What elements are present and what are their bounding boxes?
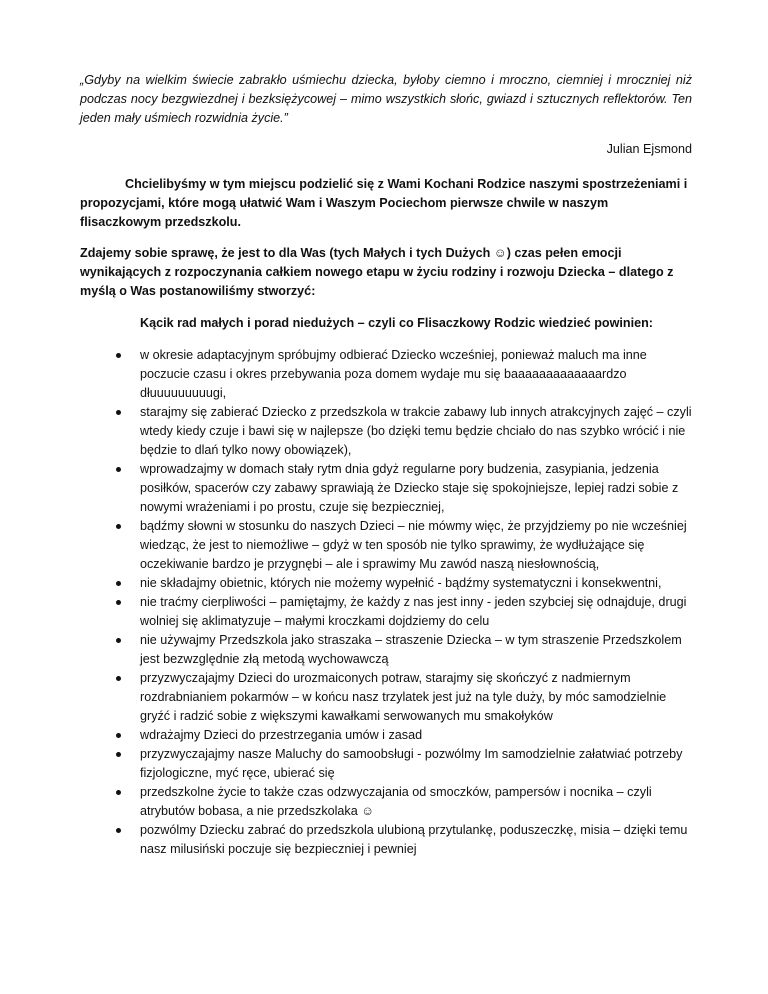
list-item [80, 460, 692, 517]
list-item [80, 821, 692, 859]
document-page [80, 71, 692, 859]
emotions-paragraph: Zdajemy sobie sprawę, że jest to dla Was (tych Małych i tych Dużych ☺) czas pełen emocji wynikających z rozpoczynania całkiem nowego etapu w życiu rodziny i rozwoju Dziecka – dlatego z myślą o Was postanowiliśmy stworzyć: [80, 246, 674, 298]
bullet-icon [116, 828, 121, 833]
bullet-icon [116, 581, 121, 586]
intro-paragraph: Chcielibyśmy w tym miejscu podzielić się z Wami Kochani Rodzice naszymi spostrzeżeniami i propozycjami, które mogą ułatwić Wam i Waszym Pociechom pierwsze chwile w naszym flisaczkowym przedszkolu. [80, 177, 688, 229]
list-item-text: starajmy się zabierać Dziecko z przedszkola w trakcie zabawy lub innych atrakcyjnych zajęć – czyli wtedy kiedy czuje i bawi się w najlepsze (bo dzięki temu będzie chciało do nas szybko wrócić i nie będzie to dlań tylko nowy obowiązek), [140, 405, 692, 457]
bullet-icon [116, 733, 121, 738]
bullet-icon [116, 353, 121, 358]
list-item-text: pozwólmy Dziecku zabrać do przedszkola ulubioną przytulankę, poduszeczkę, misia – dzięki temu nasz milusiński poczuje się bezpieczniej i pewniej [140, 823, 688, 856]
list-item [80, 745, 692, 783]
bullet-icon [116, 410, 121, 415]
list-item-text: przedszkolne życie to także czas odzwyczajania od smoczków, pampersów i nocnika – czyli atrybutów bobasa, a nie przedszkolaka ☺ [140, 785, 652, 818]
list-item [80, 669, 692, 726]
list-item [80, 517, 692, 574]
advice-list [80, 346, 692, 859]
list-item [80, 593, 692, 631]
list-item [80, 726, 692, 745]
list-item-text: nie traćmy cierpliwości – pamiętajmy, że każdy z nas jest inny - jeden szybciej się odnajduje, drugi wolniej się aklimatyzuje – małymi kroczkami dojdziemy do celu [140, 595, 687, 628]
list-item-text: w okresie adaptacyjnym spróbujmy odbierać Dziecko wcześniej, ponieważ maluch ma inne poczucie czasu i okres przebywania poza domem wydaje mu się baaaaaaaaaaaaardzo dłuuuuuuuuugi, [140, 348, 647, 400]
bullet-icon [116, 467, 121, 472]
bullet-icon [116, 752, 121, 757]
list-item-text: wdrażajmy Dzieci do przestrzegania umów i zasad [140, 728, 423, 742]
advice-heading: Kącik rad małych i porad niedużych – czyli co Flisaczkowy Rodzic wiedzieć powinien: [140, 316, 653, 330]
bullet-icon [116, 790, 121, 795]
list-item [80, 403, 692, 460]
list-item-text: nie składajmy obietnic, których nie możemy wypełnić - bądźmy systematyczni i konsekwentni, [140, 576, 662, 590]
list-item [80, 631, 692, 669]
bullet-icon [116, 638, 121, 643]
list-item-text: bądźmy słowni w stosunku do naszych Dzieci – nie mówmy więc, że przyjdziemy po nie wcześniej wiedząc, że jest to niemożliwe – gdyż w ten sposób nie tylko sprawimy, że wydłużające się oczekiwanie bardzo je przygnębi – ale i sprawimy Mu zawód naszą niesłownością, [140, 519, 687, 571]
list-item [80, 574, 692, 593]
list-item [80, 783, 692, 821]
list-item-text: wprowadzajmy w domach stały rytm dnia gdyż regularne pory budzenia, zasypiania, jedzenia posiłków, spacerów czy zabawy sprawiają że Dziecko staje się spokojniejsze, lepiej radzi sobie z nowymi wrażeniami i po prostu, czuje się bezpieczniej, [140, 462, 679, 514]
bullet-icon [116, 600, 121, 605]
quote-author: Julian Ejsmond [606, 142, 692, 156]
list-item-text: przyzwyczajajmy nasze Maluchy do samoobsługi - pozwólmy Im samodzielnie załatwiać potrzeby fizjologiczne, myć ręce, ubierać się [140, 747, 683, 780]
list-item-text: nie używajmy Przedszkola jako straszaka – straszenie Dziecka – w tym straszenie Przedszkolem jest bezwzględnie złą metodą wychowawczą [140, 633, 682, 666]
list-item [80, 346, 692, 403]
bullet-icon [116, 676, 121, 681]
quote-text: „Gdyby na wielkim świecie zabrakło uśmiechu dziecka, byłoby ciemno i mroczno, ciemniej i mroczniej niż podczas nocy bezgwiezdnej i bezksiężycowej – mimo wszystkich słońc, gwiazd i sztucznych reflektorów. Ten jeden mały uśmiech rozwidnia życie.” [80, 73, 692, 125]
list-item-text: przyzwyczajajmy Dzieci do urozmaiconych potraw, starajmy się skończyć z nadmiernym rozdrabnianiem pokarmów – w końcu nasz trzylatek jest już na tyle duży, by móc samodzielnie gryźć i radzić sobie z większymi kawałkami serwowanych mu smakołyków [140, 671, 667, 723]
bullet-icon [116, 524, 121, 529]
